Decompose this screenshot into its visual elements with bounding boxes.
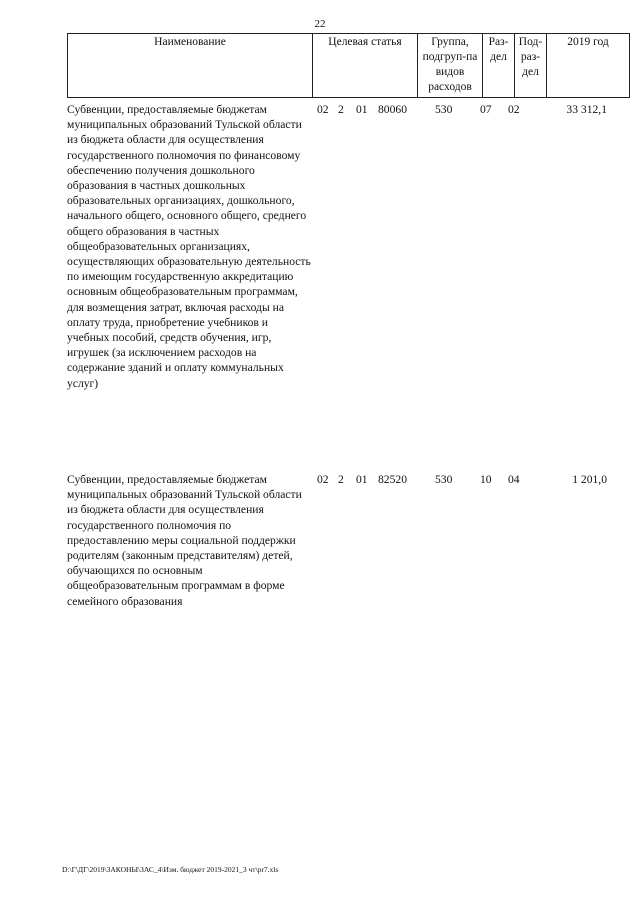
razdel: 10 <box>480 473 492 486</box>
target-code-subprogram: 2 <box>338 473 344 486</box>
row-name: Субвенции, предоставляемые бюджетам муниципальных образований Тульской области из бюджета области для осуществления государственного полномочия по финансовому обеспечению получения дошкольного образования в частных дошкольных образовательных организациях, дошкольного, начального общего, основного общего, среднего общего образования в частных общеобразовательных организациях, осуществляющих образовательную деятельность по имеющим государственную аккредитацию основным общеобразовательным программам, для возмещения затрат, включая расходы на оплату труда, приобретение учебников и учебных пособий, средств обучения, игр, игрушек (за исключением расходов на содержание зданий и оплату коммунальных услуг) <box>67 103 311 390</box>
target-code-event: 01 <box>356 473 368 486</box>
target-code-subprogram: 2 <box>338 103 344 116</box>
file-path-footer: D:\Г\ДГ\2019\ЗАКОНЫ\ЗАС_4\Изм. бюджет 2019-2021_3 чт\pr7.xls <box>62 865 279 874</box>
target-code-event: 01 <box>356 103 368 116</box>
razdel: 07 <box>480 103 492 116</box>
table-header <box>67 33 630 98</box>
target-code-program: 02 <box>317 473 329 486</box>
expense-group: 530 <box>435 473 453 486</box>
target-code-direction: 82520 <box>378 473 407 486</box>
amount-2019: 1 201,0 <box>572 473 607 486</box>
header-target-article: Целевая статья <box>313 34 418 98</box>
row-name: Субвенции, предоставляемые бюджетам муниципальных образований Тульской области из бюджета области для осуществления государственного полномочия по предоставлению меры социальной поддержки родителям (законным представителям) детей, обучающихся по основным общеобразовательным программам в форме семейного образования <box>67 473 302 608</box>
page-number: 22 <box>314 18 326 30</box>
target-code-program: 02 <box>317 103 329 116</box>
podrazdel: 04 <box>508 473 520 486</box>
header-podrazdel: Под-раз-дел <box>515 34 547 98</box>
target-code-direction: 80060 <box>378 103 407 116</box>
amount-2019: 33 312,1 <box>566 103 607 116</box>
podrazdel: 02 <box>508 103 520 116</box>
header-year: 2019 год <box>547 34 630 98</box>
header-expense-group: Группа, подгруп-па видов расходов <box>418 34 483 98</box>
expense-group: 530 <box>435 103 453 116</box>
header-razdel: Раз-дел <box>483 34 515 98</box>
header-name: Наименование <box>68 34 313 98</box>
